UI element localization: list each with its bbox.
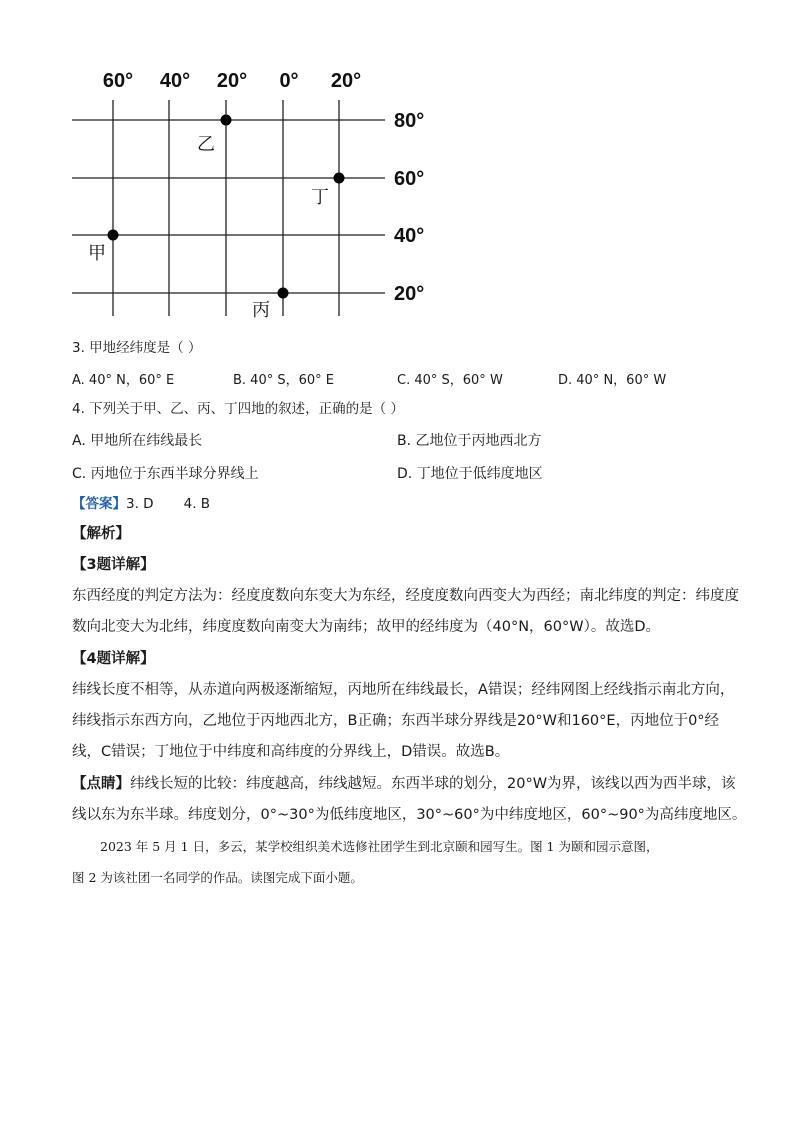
detail-4-tag: 【4题详解】 xyxy=(72,651,155,667)
q4-option-a: A. 甲地所在纬线最长 xyxy=(72,433,203,449)
q4-option-b: B. 乙地位于丙地西北方 xyxy=(397,433,542,449)
detail-4-line: 线，C错误；丁地位于中纬度和高纬度的分界线上，D错误。故选B。 xyxy=(72,744,510,760)
point-ding-marker xyxy=(334,173,345,184)
answer-line xyxy=(72,494,210,514)
tip-text: 纬线长短的比较：纬度越高，纬线越短。东西半球的划分，20°W为界，该线以西为西半球，该 xyxy=(130,776,736,792)
intro-line: 2023 年 5 月 1 日，多云，某学校组织美术选修社团学生到北京颐和园写生。图 1 为颐和园示意图， xyxy=(100,839,659,854)
lat-long-grid-figure xyxy=(0,0,794,330)
analysis-tag: 【解析】 xyxy=(72,526,130,542)
detail-3-line: 数向北变大为北纬，纬度度数向南变大为南纬；故甲的经纬度为（40°N，60°W）。故选D。 xyxy=(72,619,660,635)
intro-line: 图 2 为该社团一名同学的作品。读图完成下面小题。 xyxy=(72,870,363,885)
tip-line: 线以东为东半球。纬度划分，0°~30°为低纬度地区，30°~60°为中纬度地区，60°~90°为高纬度地区。 xyxy=(72,807,747,823)
longitude-label: 0° xyxy=(279,70,299,92)
q3-option-c: C. 40° S，60° W xyxy=(397,373,503,388)
point-bing-label: 丙 xyxy=(252,300,270,321)
point-yi-label: 乙 xyxy=(197,134,215,155)
question-4-stem: 4. 下列关于甲、乙、丙、丁四地的叙述，正确的是（ ） xyxy=(72,401,404,417)
point-yi-marker xyxy=(221,115,232,126)
point-jia-marker xyxy=(108,230,119,241)
q3-option-a: A. 40° N，60° E xyxy=(72,373,175,388)
q3-option-b: B. 40° S，60° E xyxy=(233,373,334,388)
latitude-label: 80° xyxy=(394,110,425,132)
latitude-label: 40° xyxy=(394,225,425,247)
point-jia-label: 甲 xyxy=(88,243,106,264)
longitude-label: 20° xyxy=(216,70,248,92)
longitude-label: 40° xyxy=(159,70,191,92)
detail-4-line: 纬线指示东西方向，乙地位于丙地西北方，B正确；东西半球分界线是20°W和160°E，丙地位于0°经 xyxy=(72,713,720,729)
detail-3-line: 东西经度的判定方法为：经度度数向东变大为东经，经度度数向西变大为西经；南北纬度的判定：纬度度 xyxy=(72,588,739,604)
longitude-label: 60° xyxy=(102,70,134,92)
latitude-label: 60° xyxy=(394,168,425,190)
point-bing-marker xyxy=(278,288,289,299)
answer-text: 3. D 4. B xyxy=(126,496,211,512)
longitude-label: 20° xyxy=(330,70,362,92)
q4-option-c: C. 丙地位于东西半球分界线上 xyxy=(72,466,259,482)
tip-line xyxy=(72,774,736,794)
detail-3-tag: 【3题详解】 xyxy=(72,557,155,573)
tip-tag: 【点睛】 xyxy=(72,776,130,792)
q3-option-d: D. 40° N，60° W xyxy=(558,373,667,388)
point-ding-label: 丁 xyxy=(311,187,329,208)
answer-tag: 【答案】 xyxy=(72,496,126,512)
detail-4-line: 纬线长度不相等，从赤道向两极逐渐缩短，丙地所在纬线最长，A错误；经纬网图上经线指示南北方向， xyxy=(72,682,735,698)
latitude-label: 20° xyxy=(394,283,425,305)
question-3-stem: 3. 甲地经纬度是（ ） xyxy=(72,340,202,356)
q4-option-d: D. 丁地位于低纬度地区 xyxy=(397,466,543,482)
